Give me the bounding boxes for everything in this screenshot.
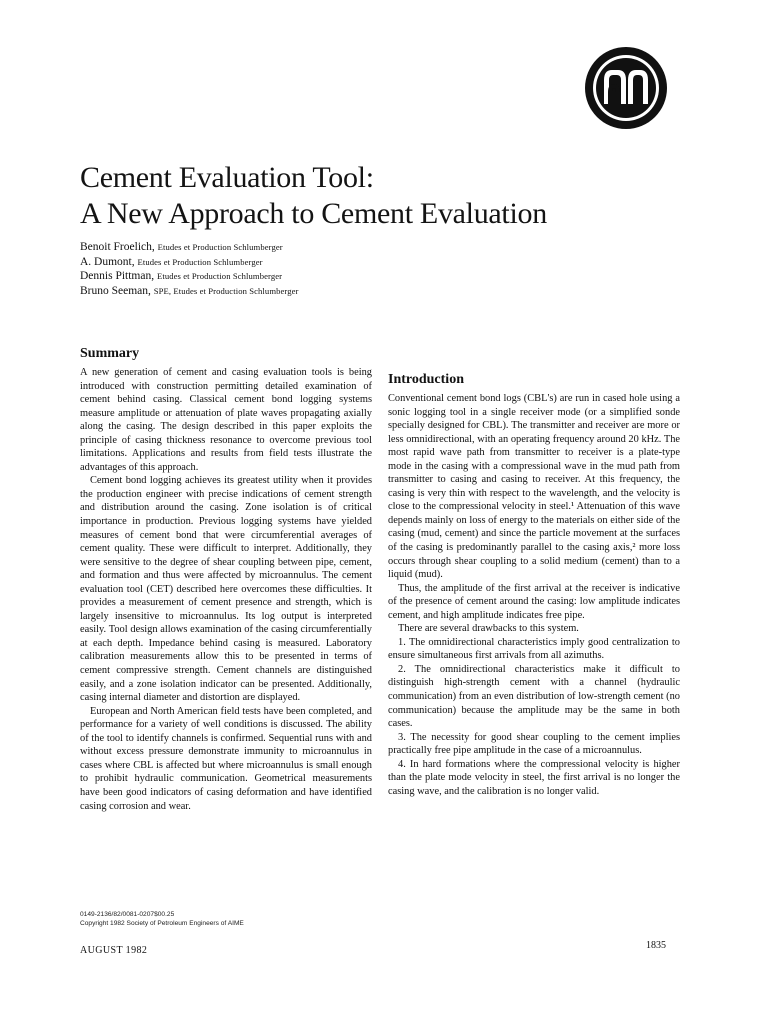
author-affiliation: SPE, Etudes et Production Schlumberger bbox=[153, 285, 299, 296]
paper-title bbox=[80, 160, 680, 232]
introduction-list-item: 2. The omnidirectional characteristics make it difficult to distinguish high-strength cement with a channel (hydraulic communication) from an even distribution of low-strength cement (no communication) because the amplitude may be the same in both cases. bbox=[388, 663, 680, 730]
author-affiliation: Etudes et Production Schlumberger bbox=[157, 271, 283, 282]
author-name: A. Dumont, bbox=[80, 255, 135, 268]
page-number: 1835 bbox=[646, 940, 666, 951]
introduction-list-item: 1. The omnidirectional characteristics imply good centralization to ensure simultaneous first arrivals from all azimuths. bbox=[388, 636, 680, 662]
author-list bbox=[80, 240, 500, 298]
author-name: Benoit Froelich, bbox=[80, 241, 155, 253]
title-line-2: A New Approach to Cement Evaluation bbox=[80, 197, 547, 230]
footnote-code: 0149-2136/82/0081-0207$00.25 bbox=[80, 911, 175, 918]
footer-date: AUGUST 1982 bbox=[80, 945, 148, 956]
summary-paragraph: A new generation of cement and casing evaluation tools is being introduced with construction permitting detailed examination of cement behind casing. Classical cement bond logging systems measure amplitude or attenuation of plate waves propagating axially along the casing. The design described in this paper exploits the principle of casing thickness resonance to overcome previous tool limitations. Applications and results from field tests illustrate the advantages of this approach. bbox=[80, 367, 372, 473]
author-row bbox=[80, 284, 500, 299]
introduction-paragraph: There are several drawbacks to this system. bbox=[398, 623, 579, 635]
author-row bbox=[80, 255, 500, 270]
summary-heading: Summary bbox=[80, 346, 140, 361]
author-affiliation: Etudes et Production Schlumberger bbox=[137, 256, 263, 267]
footnote-copyright: Copyright 1982 Society of Petroleum Engineers of AIME bbox=[80, 919, 244, 927]
summary-paragraph: Cement bond logging achieves its greatest utility when it provides the production engineer with precise indications of cement strength and distribution around the casing. Zone isolation is of critical importance in production. Previous logging systems have yielded measures of cement bond that were circumferential averages of cement quality. These were difficult to interpret. Additionally, they were sensitive to the degree of shear coupling between pipe, cement, and formation and thus were affected by microannulus. The cement evaluation tool (CET) described here overcomes these difficulties. It provides a measurement of cement presence and strength, which is largely insensitive to microannulus. Its log output is interpreted easily. Tool design allows examination of the casing circumferentially at each depth. Impedance behind casing is measured. Laboratory calibration measurements allow this to be presented in terms of cement compressive strength. Cement channels are distinguished easily, and a zone isolation indicator can be presented. Additionally, casing internal diameter and distortion are displayed. bbox=[80, 475, 372, 704]
author-affiliation: Etudes et Production Schlumberger bbox=[157, 242, 283, 252]
author-row bbox=[80, 240, 500, 255]
author-name: Bruno Seeman, bbox=[80, 284, 151, 297]
copyright-footnote bbox=[80, 911, 372, 928]
title-line-1: Cement Evaluation Tool: bbox=[80, 161, 374, 194]
spe-logo-icon bbox=[584, 46, 668, 130]
author-name: Dennis Pittman, bbox=[80, 270, 155, 283]
introduction-paragraph: Thus, the amplitude of the first arrival at the receiver is indicative of the presence of cement around the casing: low amplitude indicates cement, and high amplitude indicates free pipe. bbox=[388, 582, 680, 621]
left-column bbox=[80, 345, 372, 813]
introduction-paragraph: Conventional cement bond logs (CBL's) are run in cased hole using a sonic logging tool in a single receiver mode (or a simplified sonde specially designed for CBL). The transmitter and receiver are more or less omnidirectional, with an operating frequency around 20 kHz. The most rapid wave path from transmitter to receiver is a plate-type mode in the casing with a compressional wave in the mud path from transmitter to casing and casing to receiver. At this frequency, the casing is very thin with respect to the wavelength, and the velocity is close to the compressional velocity in steel.¹ Attenuation of this wave depends mainly on loss of energy to the materials on either side of the casing (mud, cement) and since the particle movement at the surfaces of the casing is predominantly parallel to the casing axis,² more loss occurs through shear coupling to a solid medium (cement) than to a liquid (mud). bbox=[388, 393, 680, 581]
right-column bbox=[388, 363, 680, 798]
author-row bbox=[80, 269, 500, 284]
introduction-heading: Introduction bbox=[388, 372, 464, 387]
summary-paragraph: European and North American field tests have been completed, and performance for a variety of well conditions is discussed. The ability of the tool to identify channels is confirmed. Sequential runs with and without excess pressure demonstrate immunity to microannulus in cases where CBL is affected but where microannulus is small enough to prohibit hydraulic communication. Geometrical measurements have been good indicators of casing deformation and have identified casing corrosion and wear. bbox=[80, 705, 372, 812]
introduction-list-item: 3. The necessity for good shear coupling to the cement implies practically free pipe amplitude in the case of a microannulus. bbox=[388, 731, 680, 757]
introduction-list-item: 4. In hard formations where the compressional velocity is higher than the plate mode velocity in steel, the first arrival is no longer the casing wave, and the calibration is no longer valid. bbox=[388, 758, 680, 797]
